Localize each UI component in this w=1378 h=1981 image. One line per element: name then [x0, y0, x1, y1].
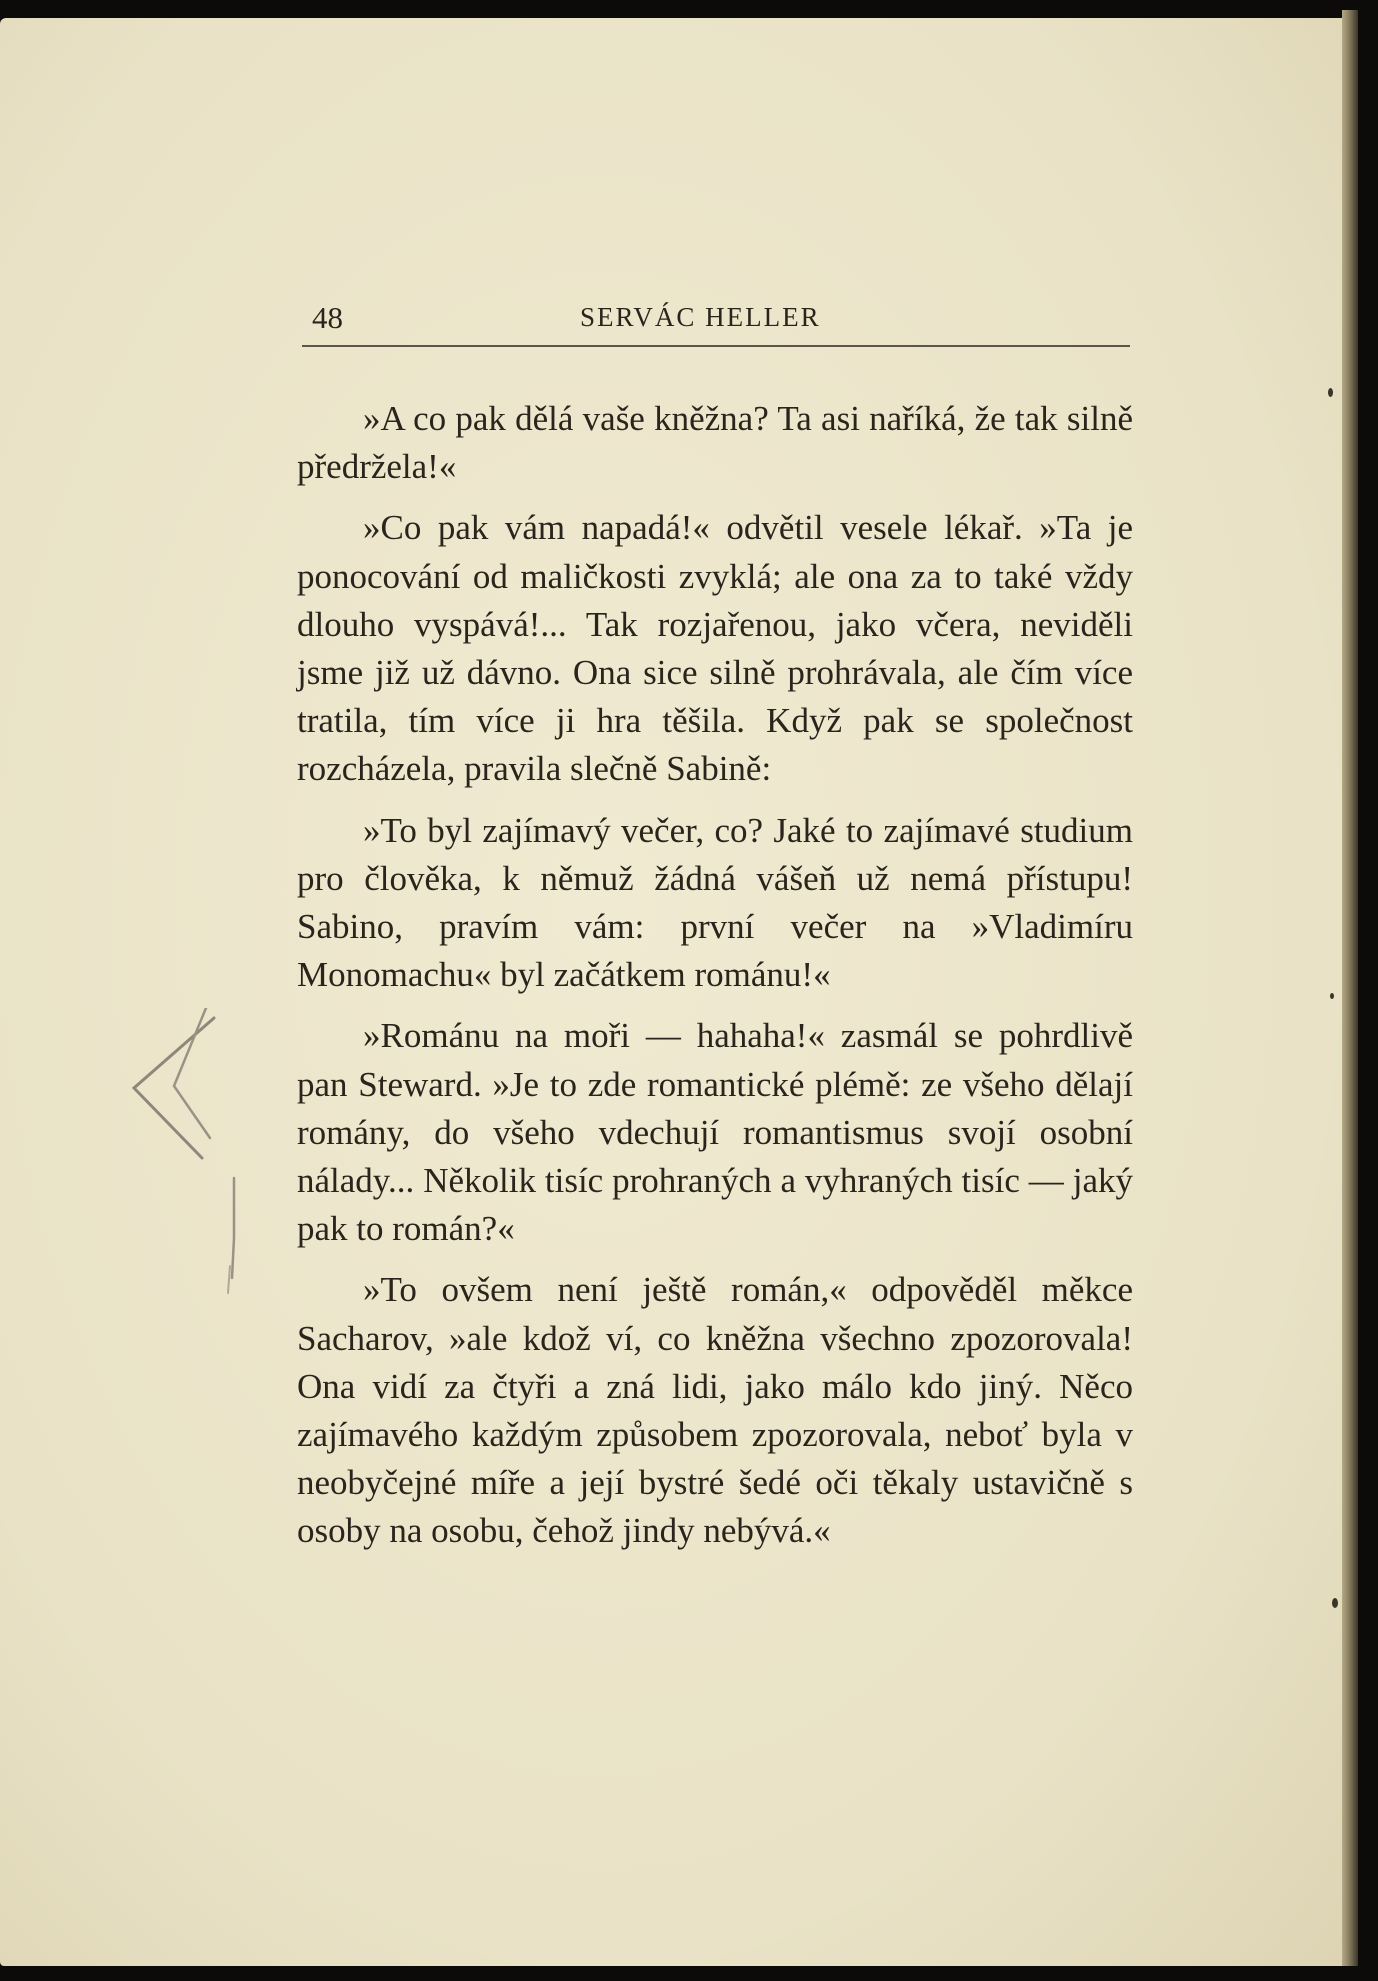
running-title: SERVÁC HELLER — [580, 302, 821, 332]
header-rule — [302, 345, 1130, 347]
paragraph: »To byl zajímavý večer, co? Jaké to zajímavé studium pro člověka, k němuž žádná vášeň už nemá přístupu! Sabino, pravím vám: první večer na »Vladimíru Monomachu« byl začátkem románu!« — [297, 810, 1133, 995]
ink-speck — [1332, 1598, 1338, 1608]
paragraph: »A co pak dělá vaše kněžna? Ta asi naříká, že tak silně předržela!« — [297, 399, 1133, 487]
paragraph: »Co pak vám napadá!« odvětil vesele lékař. »Ta je ponocování od maličkosti zvyklá; ale ona za to také vždy dlouho vyspává!... Tak rozjařenou, jako včera, neviděli jsme již už dávno. Ona sice silně prohrávala, ale čím více tratila, tím více ji hra těšila. Když pak se společnost rozcházela, pravila slečně Sabině: — [297, 508, 1133, 789]
page-edge — [1342, 10, 1358, 1966]
paragraph: »To ovšem není ještě román,« odpověděl měkce Sacharov, »ale kdož ví, co kněžna všechno zpozorovala! Ona vidí za čtyři a zná lidi, jako málo kdo jiný. Něco zajímavého každým způsobem zpozorovala, neboť byla v neobyčejné míře a její bystré šedé oči těkaly ustavičně s osoby na osobu, čehož jindy nebývá.« — [297, 1270, 1133, 1551]
body-text — [297, 395, 1133, 1569]
ink-speck — [1328, 388, 1333, 397]
paragraph: »Románu na moři — hahaha!« zasmál se pohrdlivě pan Steward. »Je to zde romantické plémě: ze všeho dělají romány, do všeho vdechují romantismus svojí osobní nálady... Několik tisíc prohraných a vyhraných tisíc — jaký pak to román?« — [297, 1016, 1133, 1249]
book-page — [0, 18, 1342, 1966]
ink-speck — [1330, 993, 1334, 999]
pencil-margin-mark — [122, 1008, 272, 1308]
page-number: 48 — [312, 300, 343, 335]
page-header — [302, 280, 1130, 338]
